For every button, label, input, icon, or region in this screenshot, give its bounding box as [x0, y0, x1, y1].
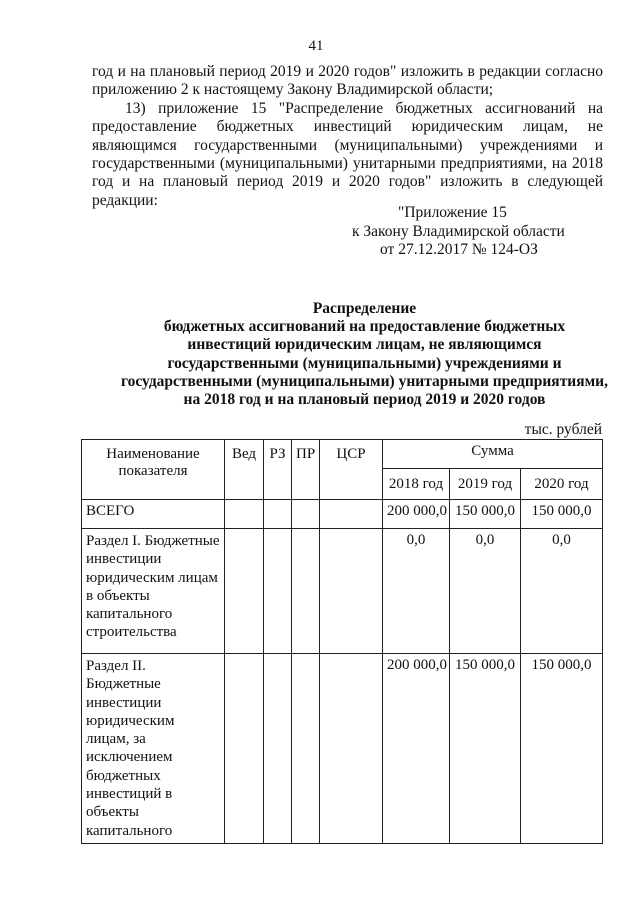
table-header-row	[82, 440, 603, 469]
cell-rz	[264, 529, 292, 654]
appendix-line-1: "Приложение 15	[398, 204, 507, 221]
table-row	[82, 654, 603, 844]
cell-2019: 150 000,0	[450, 654, 521, 844]
cell-2018: 200 000,0	[383, 500, 450, 529]
table-row	[82, 500, 603, 529]
cell-2020: 150 000,0	[521, 500, 603, 529]
cell-pr	[292, 500, 320, 529]
title-line-2: бюджетных ассигнований на предоставление бюджетных	[163, 318, 566, 336]
header-year-2020: 2020 год	[521, 469, 603, 500]
cell-rz	[264, 500, 292, 529]
header-sum: Сумма	[383, 440, 603, 469]
cell-ved	[225, 654, 264, 844]
header-pr: ПР	[292, 440, 320, 500]
cell-2019: 150 000,0	[450, 500, 521, 529]
appendix-line-2: к Закону Владимирской области	[352, 222, 565, 240]
title-line-3: инвестиций юридическим лицам, не являющимся	[187, 336, 542, 354]
row-name: ВСЕГО	[82, 500, 225, 529]
title-line-1: Распределение	[312, 300, 417, 317]
cell-2020: 0,0	[521, 529, 603, 654]
row-name: Раздел I. Бюджетные инвестиции юридическим лицам в объекты капитального строительства	[82, 529, 225, 654]
cell-ved	[225, 529, 264, 654]
paragraph-2: 13) приложение 15 "Распределение бюджетных ассигнований на предоставление бюджетных инвестиций юридическим лицам, не являющимся государственными (муниципальными) учреждениями и государственными (муниципальными) унитарными предприятиями, на 2018 год и на плановый период 2019 и 2020 годов" изложить в следующей редакции:	[92, 99, 603, 209]
cell-csr	[320, 529, 383, 654]
page-number: 41	[308, 38, 324, 54]
cell-csr	[320, 500, 383, 529]
title-line-5: государственными (муниципальными) унитарными предприятиями,	[120, 372, 608, 390]
cell-2020: 150 000,0	[521, 654, 603, 844]
cell-pr	[292, 529, 320, 654]
document-title	[92, 300, 632, 409]
table-row	[82, 529, 603, 654]
cell-2019: 0,0	[450, 529, 521, 654]
title-line-4: государственными (муниципальными) учреждениями и	[167, 354, 562, 372]
cell-2018: 200 000,0	[383, 654, 450, 844]
cell-pr	[292, 654, 320, 844]
header-rz: РЗ	[264, 440, 292, 500]
paragraph-1: год и на плановый период 2019 и 2020 годов" изложить в редакции согласно приложению 2 к настоящему Закону Владимирской области;	[92, 63, 603, 99]
cell-2018: 0,0	[383, 529, 450, 654]
cell-rz	[264, 654, 292, 844]
header-name: Наименование показателя	[82, 440, 225, 500]
row-name: Раздел II. Бюджетные инвестиции юридическим лицам, за исключением бюджетных инвестиций в объекты капитального	[82, 654, 225, 844]
title-line-6: на 2018 год и на плановый период 2019 и 2020 годов	[183, 391, 546, 409]
cell-csr	[320, 654, 383, 844]
cell-ved	[225, 500, 264, 529]
appendix-reference	[344, 204, 584, 260]
header-year-2018: 2018 год	[383, 469, 450, 500]
budget-table	[81, 439, 603, 844]
units-label: тыс. рублей	[524, 421, 602, 438]
body-text	[92, 63, 603, 210]
appendix-line-3: от 27.12.2017 № 124-ОЗ	[380, 241, 538, 258]
header-year-2019: 2019 год	[450, 469, 521, 500]
header-csr: ЦСР	[320, 440, 383, 500]
header-ved: Вед	[225, 440, 264, 500]
